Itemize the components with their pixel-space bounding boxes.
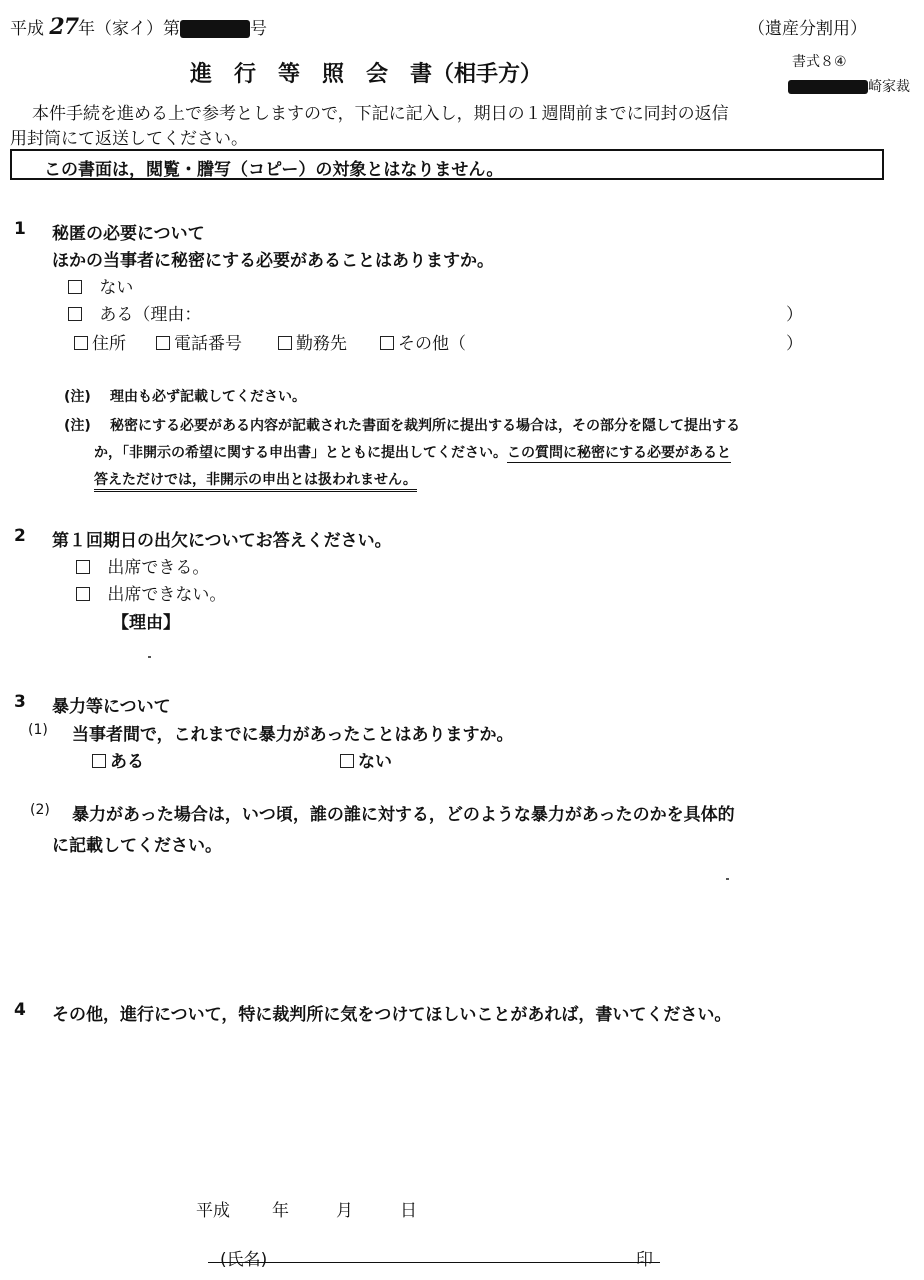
case-type: 年（家イ）第 bbox=[78, 19, 181, 39]
q1-note1: 理由も必ず記載してください。 bbox=[110, 389, 306, 405]
q3-sub2-line2: に記載してください。 bbox=[52, 836, 222, 856]
intro-line-1: 本件手続を進める上で参考としますので，下記に記入し，期日の１週間前までに同封の返信 bbox=[32, 104, 729, 124]
q1-note2-emphasis: この質問に秘密にする必要があると bbox=[507, 445, 731, 461]
q1-sub-address[interactable] bbox=[74, 329, 126, 354]
case-suffix: 号 bbox=[250, 19, 268, 39]
q1-note1-label: (注) bbox=[64, 389, 91, 405]
case-year-handwritten: 27 bbox=[49, 14, 79, 40]
q1-note2-label: (注) bbox=[64, 418, 91, 434]
q1-sub-work[interactable] bbox=[278, 329, 347, 354]
q1-option-no[interactable] bbox=[68, 273, 133, 298]
q2-number: 2 bbox=[14, 526, 26, 546]
checkbox-icon[interactable] bbox=[68, 280, 82, 294]
q3-sub1-text: 当事者間で，これまでに暴力があったことはありますか。 bbox=[72, 725, 514, 745]
q3-number: 3 bbox=[14, 692, 26, 712]
q3-option-no-label: ない bbox=[358, 752, 392, 772]
q4-text: その他，進行について，特に裁判所に気をつけてほしいことがあれば，書いてください。 bbox=[52, 1005, 732, 1025]
checkbox-icon[interactable] bbox=[92, 754, 106, 768]
q1-option-yes[interactable] bbox=[68, 300, 201, 325]
footer-month: 月 bbox=[336, 1201, 353, 1221]
redacted-case-number bbox=[180, 20, 250, 38]
q2-option-absent-label: 出席できない。 bbox=[107, 585, 227, 605]
q3-option-yes-label: ある bbox=[110, 752, 144, 772]
footer-day: 日 bbox=[400, 1201, 417, 1221]
q2-heading: 第１回期日の出欠についてお答えください。 bbox=[52, 531, 392, 551]
q3-option-yes[interactable] bbox=[92, 747, 144, 772]
q1-option-no-label: ない bbox=[99, 278, 134, 298]
q1-heading: 秘匿の必要について bbox=[52, 224, 205, 244]
q1-sub-phone[interactable] bbox=[156, 329, 242, 354]
footer-era: 平成 bbox=[196, 1201, 230, 1221]
checkbox-icon[interactable] bbox=[380, 336, 394, 350]
notice-box bbox=[10, 149, 884, 180]
intro-line-2: 用封筒にて返送してください。 bbox=[10, 129, 248, 149]
footer-year: 年 bbox=[272, 1201, 289, 1221]
checkbox-icon[interactable] bbox=[76, 587, 90, 601]
q3-option-no[interactable] bbox=[340, 747, 392, 772]
q1-note2-line2a: か，「非開示の希望に関する申出書」とともに提出してください。 bbox=[94, 445, 507, 461]
q1-note2-emphasis-end: 答えただけでは，非開示の申出とは扱われません。 bbox=[94, 472, 417, 492]
notice-text: この書面は，閲覧・謄写（コピー）の対象とはなりません。 bbox=[44, 160, 504, 180]
checkbox-icon[interactable] bbox=[340, 754, 354, 768]
case-era: 平成 bbox=[10, 19, 44, 39]
checkbox-icon[interactable] bbox=[278, 336, 292, 350]
footer-seal: 印 bbox=[636, 1250, 653, 1270]
q2-reason-label: 【理由】 bbox=[112, 613, 180, 633]
q3-sub1-number: (1) bbox=[28, 722, 48, 738]
q2-option-absent[interactable] bbox=[76, 580, 226, 605]
q1-sub-other[interactable] bbox=[380, 329, 466, 354]
redacted-court-name bbox=[788, 80, 868, 94]
signature-line[interactable] bbox=[208, 1262, 660, 1263]
q1-number: 1 bbox=[14, 219, 26, 239]
q1-note2-line3 bbox=[94, 469, 417, 489]
court-suffix: 崎家裁 bbox=[868, 79, 910, 95]
scan-speck bbox=[148, 656, 151, 658]
q1-note2-line1: 秘密にする必要がある内容が記載された書面を裁判所に提出する場合は，その部分を隠して提出する bbox=[110, 418, 740, 434]
q2-option-attend[interactable] bbox=[76, 553, 209, 578]
q1-sub-other-close: ） bbox=[786, 334, 803, 354]
checkbox-icon[interactable] bbox=[74, 336, 88, 350]
q1-sub-address-label: 住所 bbox=[92, 334, 126, 354]
checkbox-icon[interactable] bbox=[68, 307, 82, 321]
q1-note2-line2 bbox=[94, 442, 731, 462]
q1-option-yes-close: ） bbox=[786, 305, 803, 325]
q1-question: ほかの当事者に秘密にする必要があることはありますか。 bbox=[52, 251, 494, 271]
document-title: 進 行 等 照 会 書（相手方） bbox=[190, 62, 543, 87]
q3-heading: 暴力等について bbox=[52, 697, 171, 717]
q3-sub2-number: (2) bbox=[30, 802, 50, 818]
checkbox-icon[interactable] bbox=[76, 560, 90, 574]
case-number-line bbox=[10, 14, 267, 40]
form-number: 書式８④ bbox=[792, 54, 847, 70]
scan-speck bbox=[726, 878, 729, 880]
court-stamp bbox=[788, 76, 910, 96]
q4-number: 4 bbox=[14, 1000, 26, 1020]
q1-sub-phone-label: 電話番号 bbox=[174, 334, 242, 354]
checkbox-icon[interactable] bbox=[156, 336, 170, 350]
q1-option-yes-label: ある（理由： bbox=[99, 305, 202, 325]
footer-name-label: (氏名) bbox=[220, 1250, 268, 1270]
form-category: （遺産分割用） bbox=[748, 19, 867, 39]
q1-sub-work-label: 勤務先 bbox=[296, 334, 347, 354]
q2-option-attend-label: 出席できる。 bbox=[107, 558, 210, 578]
q1-sub-other-label: その他（ bbox=[398, 334, 466, 354]
q3-sub2-line1: 暴力があった場合は，いつ頃，誰の誰に対する，どのような暴力があったのかを具体的 bbox=[72, 805, 735, 825]
